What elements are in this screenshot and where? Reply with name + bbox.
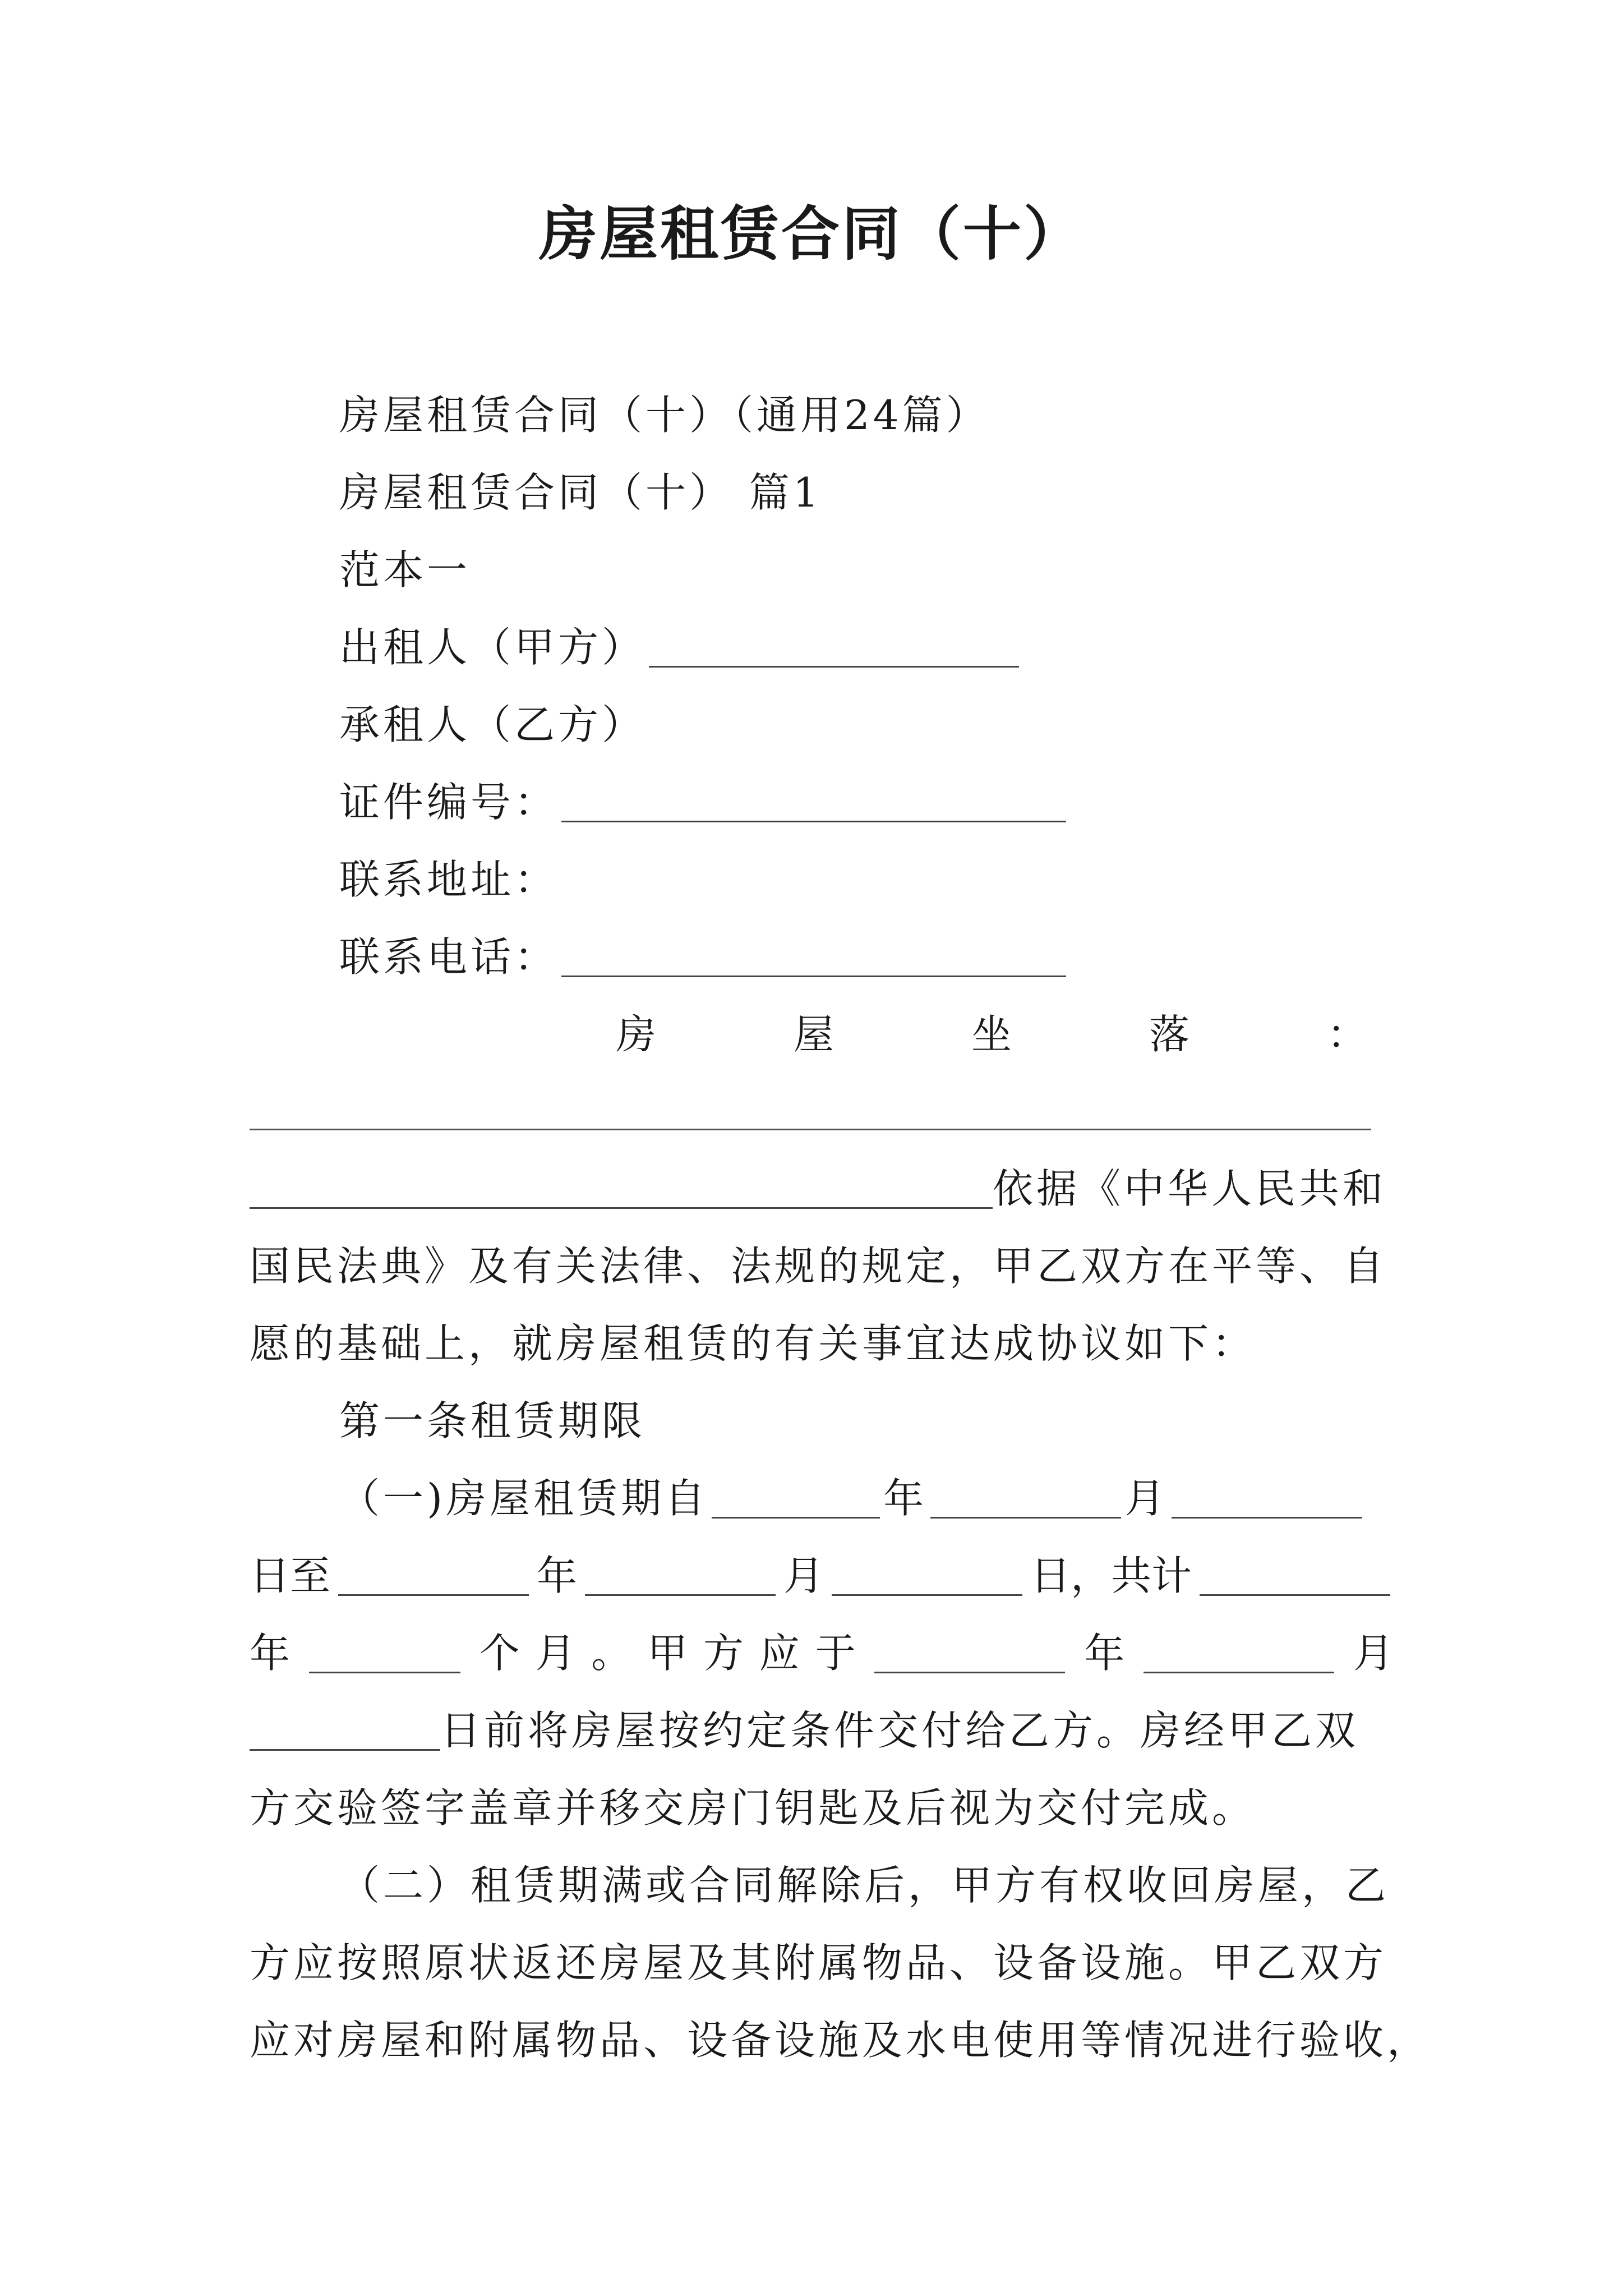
paragraph-line: 国民法典》及有关法律、法规的规定，甲乙双方在平等、自 [250,1243,1387,1290]
id-number-line [339,779,1069,826]
clause-text: 年 [536,1552,577,1599]
subtitle: 房屋租赁合同（十）（通用24篇） [339,392,990,439]
clause-line [250,1630,1394,1677]
blank [309,1637,460,1673]
blank [338,1559,529,1596]
blank [1172,1482,1362,1519]
clause-line [339,1475,1366,1522]
blank [712,1482,880,1519]
id-number-blank [561,786,1066,822]
clause-text: 方 [703,1630,744,1677]
location-blank-2 [250,1172,993,1209]
clause-line [250,1552,1394,1599]
article-heading: 第一条租赁期限 [339,1397,646,1444]
clause-text: 个 [479,1630,520,1677]
location-char: 落 [1149,1011,1189,1058]
lessor-line [339,624,1022,671]
paragraph-line: 愿的基础上，就房屋租赁的有关事宜达成协议如下： [250,1320,1256,1367]
paragraph-line [250,1165,1387,1212]
clause-text: 年 [250,1630,291,1677]
blank [1200,1559,1390,1596]
clause-text: 年 [883,1475,928,1522]
chapter-heading: 房屋租赁合同（十） 篇1 [339,469,822,516]
template-label: 范本一 [339,546,471,593]
clause-text: 日至 [250,1552,331,1599]
phone-label: 联系电话： [339,933,559,981]
clause-text: 应 [759,1630,800,1677]
clause-text: 于 [815,1630,856,1677]
clause-text: 月 [535,1630,576,1677]
clause-line [250,1707,1359,1754]
location-char: 房 [616,1011,657,1058]
phone-blank [561,941,1066,977]
location-char: 坐 [971,1011,1012,1058]
clause-line: 方应按照原状返还房屋及其附属物品、设备设施。甲乙双方 [250,1939,1387,1986]
clause-line: 方交验签字盖章并移交房门钥匙及后视为交付完成。 [250,1784,1256,1832]
address-label: 联系地址： [339,856,559,903]
clause-text: 日前将房屋按约定条件交付给乙方。房经甲乙双 [440,1707,1359,1754]
blank [930,1482,1121,1519]
clause-text: （一)房屋租赁期自 [339,1475,709,1522]
clause-line: （二）租赁期满或合同解除后，甲方有权收回房屋，乙 [339,1862,1390,1909]
location-char: ： [1326,1011,1367,1058]
blank [874,1637,1065,1673]
blank [585,1559,776,1596]
blank [832,1559,1022,1596]
clause-text: 月 [783,1552,824,1599]
clause-text: 。 [591,1630,632,1677]
blank [1144,1637,1334,1673]
phone-line [339,933,1069,981]
document-title: 房屋租赁合同（十） [538,199,1084,268]
blank [250,1714,440,1751]
clause-text: 月 [1124,1475,1169,1522]
location-char: 屋 [793,1011,834,1058]
paragraph-text: 依据《中华人民共和 [993,1165,1387,1212]
clause-text: 年 [1084,1630,1125,1677]
clause-line: 应对房屋和附属物品、设备设施及水电使用等情况进行验收， [250,2017,1431,2064]
id-number-label: 证件编号： [339,779,559,826]
lessor-blank [649,631,1019,668]
location-line [616,1011,1367,1058]
clause-text: 月 [1353,1630,1394,1677]
location-blank [250,1129,1371,1130]
clause-text: 甲 [647,1630,688,1677]
lessor-label: 出租人（甲方） [339,624,646,671]
clause-text: 日，共计 [1030,1552,1192,1599]
lessee-label: 承租人（乙方） [339,701,646,748]
